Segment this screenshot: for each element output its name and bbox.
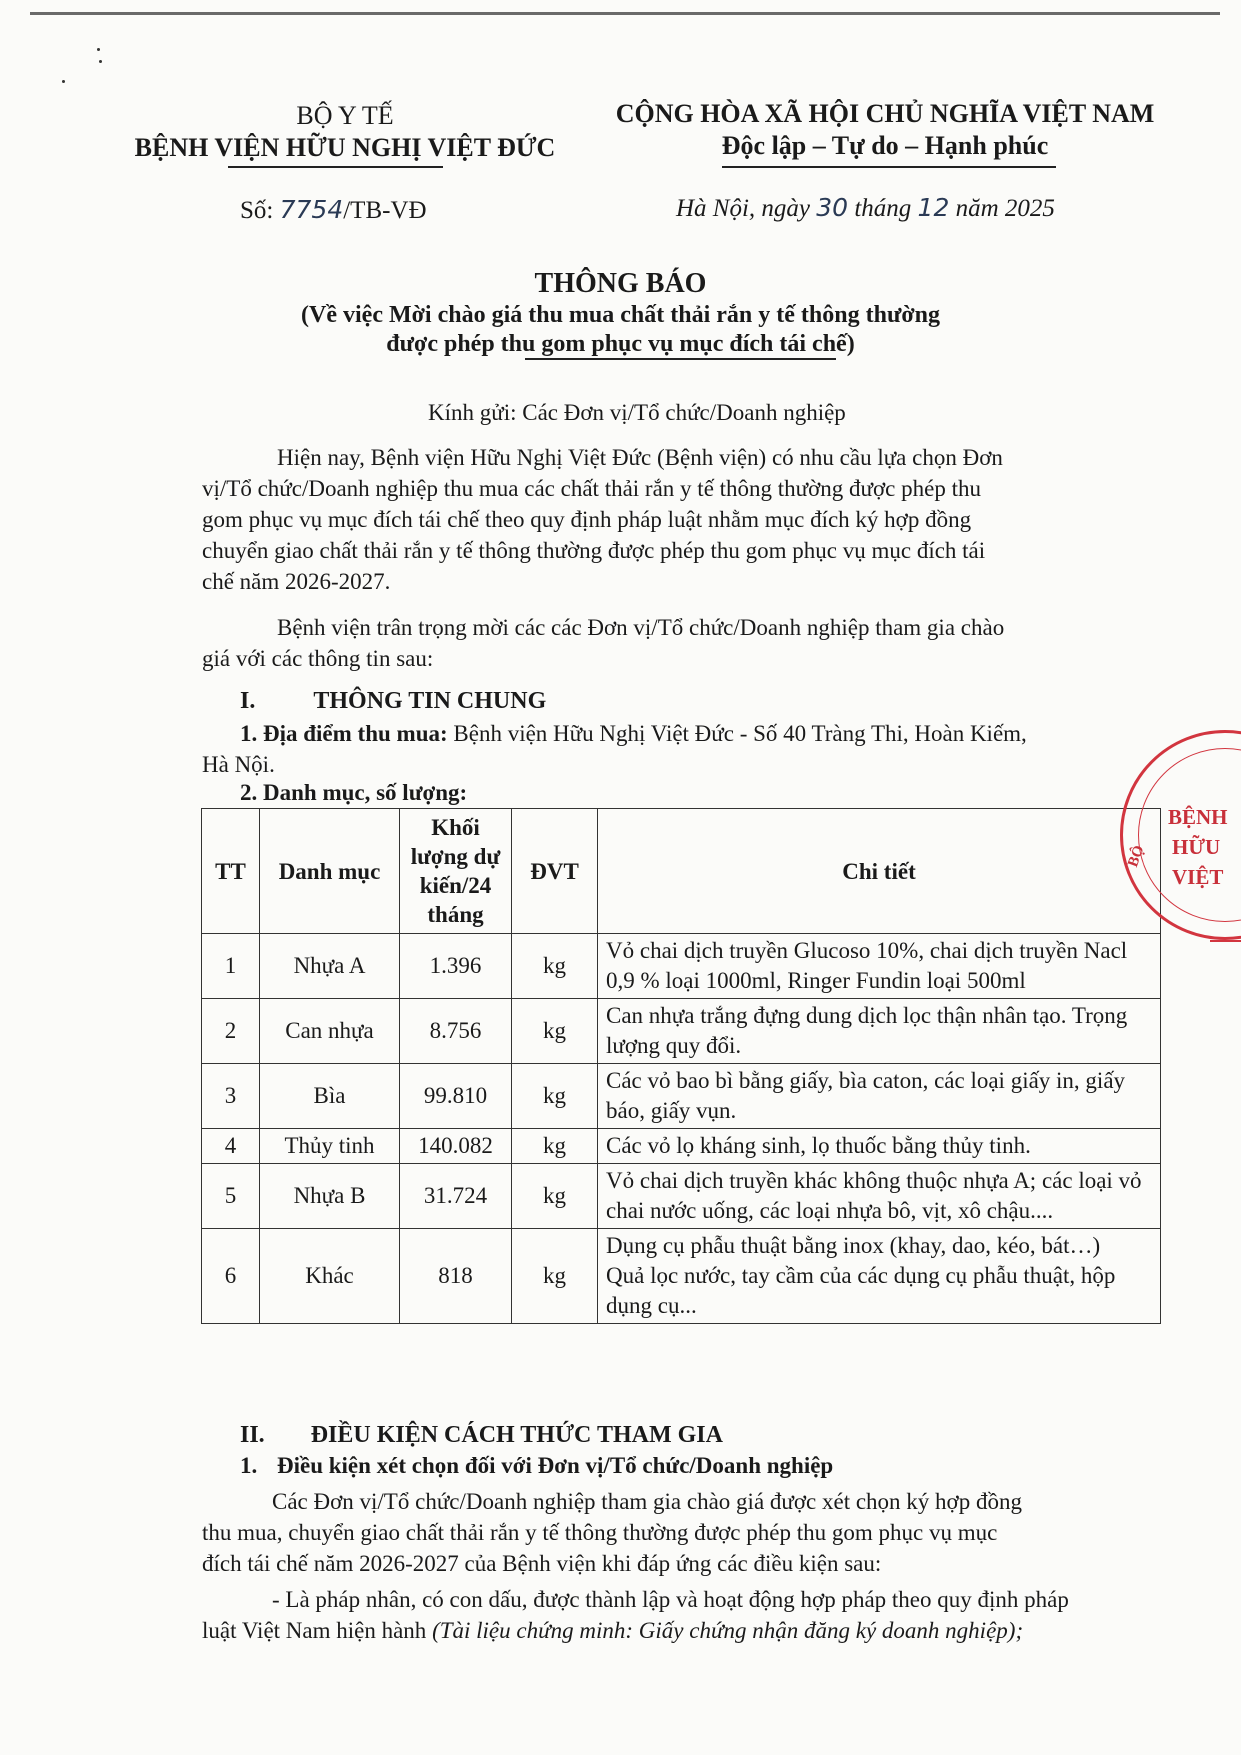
list-label: 2. Danh mục, số lượng: [240,780,468,805]
scan-speck [97,48,100,51]
table-row [202,1229,1161,1324]
table-row [202,1064,1161,1129]
location-label: 1. Địa điểm thu mua: [240,721,448,746]
cell-detail: Vỏ chai dịch truyền Glucoso 10%, chai dịch truyền Nacl 0,9 % loại 1000ml, Ringer Fundin loại 500ml [598,934,1161,999]
document-number [240,195,427,225]
cell-weight: 1.396 [400,934,512,999]
cell-weight: 8.756 [400,999,512,1064]
cell-unit: kg [512,1229,598,1324]
cell-detail-line2: Quả lọc nước, tay cầm của các dụng cụ phẫu thuật, hộp dụng cụ... [606,1263,1116,1318]
section-2-paragraph [202,1486,1150,1579]
section-2-heading [240,1422,723,1449]
cell-unit: kg [512,1129,598,1164]
cell-unit: kg [512,934,598,999]
scan-speck [99,60,102,63]
location-value-line2: Hà Nội. [202,752,275,777]
document-title: THÔNG BÁO [534,268,707,299]
date-month-handwritten: 12 [917,193,950,222]
table-row [202,999,1161,1064]
recipient-line: Kính gửi: Các Đơn vị/Tổ chức/Doanh nghiệp [428,400,846,425]
section-2-line: Các Đơn vị/Tổ chức/Doanh nghiệp tham gia chào giá được xét chọn ký hợp đồng [272,1489,1022,1514]
header-unit: ĐVT [512,809,598,934]
doc-number-suffix: /TB-VĐ [343,197,427,224]
section-2-line: thu mua, chuyển giao chất thải rắn y tế thông thường được phép thu gom phục vụ mục [202,1520,998,1545]
table-row [202,934,1161,999]
header-weight: Khối lượng dự kiến/24 tháng [400,809,512,934]
intro-line: Hiện nay, Bệnh viện Hữu Nghị Việt Đức (Bệnh viện) có nhu cầu lựa chọn Đơn [277,445,1003,470]
bullet-line: - Là pháp nhân, có con dấu, được thành lập và hoạt động hợp pháp theo quy định pháp [272,1587,1069,1612]
country-name: CỘNG HÒA XÃ HỘI CHỦ NGHĨA VIỆT NAM [615,99,1155,128]
intro-line: Bệnh viện trân trọng mời các các Đơn vị/Tổ chức/Doanh nghiệp tham gia chào [277,615,1005,640]
condition-bullet-1 [202,1584,1150,1646]
cell-category: Khác [260,1229,400,1324]
table-header-row [202,809,1161,934]
cell-category: Nhựa A [260,934,400,999]
doc-number-prefix: Số: [240,197,274,224]
intro-paragraph-1 [202,442,1150,597]
cell-category: Bìa [260,1064,400,1129]
stamp-side-text: BỘ [1125,843,1148,870]
cell-category: Nhựa B [260,1164,400,1229]
section-2-number: II. [240,1422,265,1448]
section-1-title: THÔNG TIN CHUNG [313,688,547,714]
cell-detail [598,1229,1161,1324]
hospital-underline [228,166,443,168]
cell-tt: 4 [202,1129,260,1164]
header-tt: TT [202,809,260,934]
cell-detail: Các vỏ lọ kháng sinh, lọ thuốc bằng thủy tinh. [598,1129,1161,1164]
cell-unit: kg [512,1164,598,1229]
table-row [202,1164,1161,1229]
cell-unit: kg [512,1064,598,1129]
stamp-tail-mark [1210,940,1241,942]
cell-tt: 2 [202,999,260,1064]
section-1-heading [240,688,546,715]
intro-line: chuyển giao chất thải rắn y tế thông thường được phép thu gom phục vụ mục đích tái [202,538,986,563]
stamp-text-line3: VIỆT [1172,865,1224,889]
cell-detail: Can nhựa trắng đựng dung dịch lọc thận nhân tạo. Trọng lượng quy đổi. [598,999,1161,1064]
cell-tt: 1 [202,934,260,999]
cell-detail: Các vỏ bao bì bằng giấy, bìa caton, các loại giấy in, giấy báo, giấy vụn. [598,1064,1161,1129]
stamp-text-line1: BỆNH [1168,805,1228,829]
date-year: năm 2025 [955,195,1055,222]
cell-detail: Vỏ chai dịch truyền khác không thuộc nhựa A; các loại vỏ chai nước uống, các loại nhựa bô, vịt, xô chậu.... [598,1164,1161,1229]
cell-weight: 31.724 [400,1164,512,1229]
ministry-name: BỘ Y TẾ [296,101,394,130]
cell-unit: kg [512,999,598,1064]
header-category: Danh mục [260,809,400,934]
cell-category: Thủy tinh [260,1129,400,1164]
issuer-block [120,100,570,164]
waste-items-table [201,808,1161,1324]
date-month-label: tháng [854,195,912,222]
doc-number-handwritten: 7754 [279,195,344,224]
subsection-2-1-heading [240,1453,833,1479]
intro-line: giá với các thông tin sau: [202,646,434,671]
cell-tt: 5 [202,1164,260,1229]
cell-category: Can nhựa [260,999,400,1064]
bullet-proof-note: (Tài liệu chứng minh: Giấy chứng nhận đăng ký doanh nghiệp); [432,1618,1024,1643]
top-border-line [30,12,1220,15]
stamp-text-line2: HỮU [1172,835,1221,859]
section-2-title: ĐIỀU KIỆN CÁCH THỨC THAM GIA [310,1422,723,1448]
hospital-name: BỆNH VIỆN HỮU NGHỊ VIỆT ĐỨC [134,133,556,162]
intro-line: gom phục vụ mục đích tái chế theo quy định pháp luật nhằm mục đích ký hợp đồng [202,507,972,532]
date-day-handwritten: 30 [816,193,849,222]
section-1-number: I. [240,688,256,714]
cell-detail-line1: Dụng cụ phẫu thuật bằng inox (khay, dao, kéo, bát…) [606,1233,1101,1258]
document-subtitle-line1: (Về việc Mời chào giá thu mua chất thải rắn y tế thông thường [301,302,940,328]
cell-weight: 818 [400,1229,512,1324]
intro-line: vị/Tổ chức/Doanh nghiệp thu mua các chất thải rắn y tế thông thường được phép thu [202,476,981,501]
official-stamp [1100,720,1241,960]
cell-tt: 3 [202,1064,260,1129]
intro-line: chế năm 2026-2027. [202,569,391,594]
section-2-line: đích tái chế năm 2026-2027 của Bệnh viện khi đáp ứng các điều kiện sau: [202,1551,882,1576]
motto-underline [722,166,1056,168]
cell-weight: 140.082 [400,1129,512,1164]
national-motto: Độc lập – Tự do – Hạnh phúc [721,131,1049,160]
date-place: Hà Nội, ngày [676,195,811,222]
subsection-title: Điều kiện xét chọn đối với Đơn vị/Tổ chức/Doanh nghiệp [277,1453,834,1478]
bullet-line-2: luật Việt Nam hiện hành [202,1618,427,1643]
table-row [202,1129,1161,1164]
document-subtitle-line2: được phép thu gom phục vụ mục đích tái chế) [386,331,855,357]
intro-paragraph-2 [202,612,1150,674]
location-paragraph [202,718,1150,780]
cell-tt: 6 [202,1229,260,1324]
location-value: Bệnh viện Hữu Nghị Việt Đức - Số 40 Tràng Thi, Hoàn Kiếm, [453,721,1027,746]
cell-weight: 99.810 [400,1064,512,1129]
national-header [590,98,1180,162]
subsection-number: 1. [240,1453,258,1478]
document-date [676,193,1055,223]
scan-speck [62,80,65,83]
subtitle-underline [525,358,836,360]
header-detail: Chi tiết [598,809,1161,934]
